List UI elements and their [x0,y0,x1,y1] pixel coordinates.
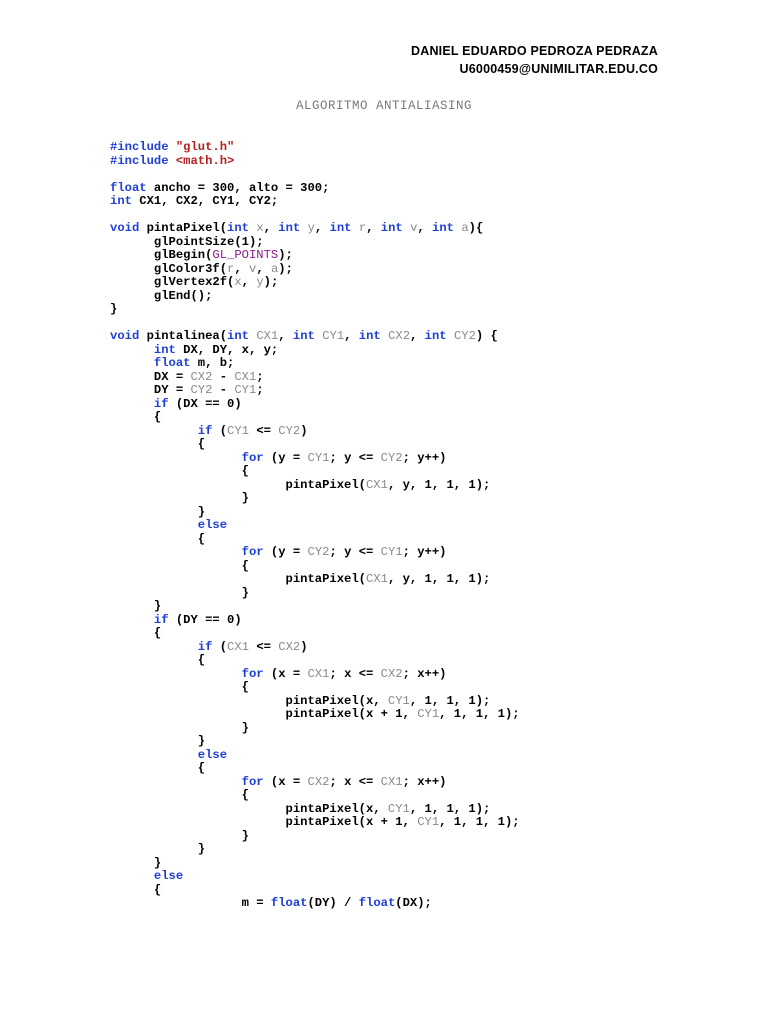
code-keyword: int [424,329,447,343]
code-text: { [110,558,249,573]
code-keyword: int [153,342,176,357]
code-keyword: if [197,639,213,654]
code-line [110,425,520,439]
code-text: { [110,531,206,546]
code-line [110,384,520,398]
code-parameter: CY1 [387,801,410,816]
code-text: , 1, 1, 1); [439,815,520,829]
code-parameter: CY1 [234,383,257,397]
code-keyword: float [270,896,308,910]
code-parameter: CY2 [278,423,301,438]
code-parameter: CY1 [307,450,330,465]
code-text: CX1, CX2, CY1, CY2; [131,194,279,208]
code-parameter: CY2 [380,450,403,465]
code-text: , [241,275,257,289]
author-email: U6000459@UNIMILITAR.EDU.CO [459,62,658,76]
code-text [447,329,454,343]
code-text: } [110,585,249,600]
code-text: } [110,504,206,519]
code-parameter: v [410,221,418,235]
code-line [110,857,520,871]
code-text: ; y <= [329,545,381,559]
code-parameter: CY1 [227,423,249,438]
code-keyword: #include [110,153,169,168]
code-parameter: y [307,221,315,235]
code-line [110,722,520,736]
code-parameter: CX1 [234,369,257,384]
code-line [110,776,520,790]
code-text: ) [300,639,308,654]
code-text: (y = [263,545,308,559]
code-text: } [110,734,206,748]
code-text: pintaPixel(x, [110,693,388,708]
code-text [351,221,358,235]
code-text: ; y <= [329,450,381,465]
code-line [110,884,520,898]
code-line [110,614,520,628]
code-text: } [110,828,249,843]
code-text [110,518,198,532]
code-line [110,492,520,506]
code-line [110,209,520,223]
code-text: pintaPixel(x, [110,801,388,816]
code-parameter: CX1 [227,639,249,654]
code-parameter: CX2 [190,369,213,384]
code-parameter: CX1 [365,572,388,586]
code-text: , y, 1, 1, 1); [387,477,491,492]
code-text: ); [278,261,293,276]
code-line [110,398,520,412]
code-line [110,465,520,479]
code-keyword: for [241,450,264,465]
code-keyword: int [432,221,454,235]
code-text: { [110,464,249,478]
code-text: , 1, 1, 1); [439,707,520,721]
code-text [110,667,242,681]
code-text [169,154,176,168]
code-line [110,519,520,533]
code-line [110,344,520,358]
code-parameter: CX1 [365,477,388,492]
code-text: - [212,383,235,397]
code-parameter: CY1 [387,693,410,708]
code-text: { [110,788,249,802]
code-text: { [110,680,249,694]
code-line [110,222,520,236]
code-text [110,397,154,411]
code-text: ) [300,423,308,438]
code-text: <= [249,639,279,654]
code-text: pintaPixel(x + 1, [110,707,418,721]
code-keyword: for [241,666,264,681]
code-text [110,343,154,357]
code-parameter: CX1 [380,774,403,789]
code-keyword: int [358,329,381,343]
code-keyword: #include [110,140,169,154]
code-line [110,411,520,425]
code-text: pintaPixel( [110,477,366,492]
code-text: glBegin( [110,248,213,262]
code-line [110,870,520,884]
code-text [110,424,198,438]
code-text: (DY == 0) [168,612,242,627]
code-text: glVertex2f( [110,275,235,289]
code-text: ); [278,248,293,262]
code-text: pintaPixel( [139,221,228,235]
code-line [110,195,520,209]
code-text [110,869,154,883]
code-text: pintalinea( [139,329,228,343]
code-line [110,789,520,803]
code-text: ); [263,275,279,289]
code-parameter: CY1 [380,545,403,559]
code-text: ; y++) [402,450,447,465]
code-text [110,451,242,465]
code-text: ) { [475,329,498,343]
code-text [169,140,176,154]
author-name: DANIEL EDUARDO PEDROZA PEDRAZA [411,44,658,58]
code-text [403,221,410,235]
code-text: , [256,261,271,276]
code-text: } [110,720,249,735]
code-text: pintaPixel(x + 1, [110,815,418,829]
code-parameter: x [234,275,242,289]
code-string: <math.h> [175,153,235,168]
code-line [110,573,520,587]
code-text: } [110,599,162,613]
code-text: , [366,221,381,235]
code-text: (DX); [395,896,432,910]
code-keyword: if [153,396,169,411]
code-line [110,830,520,844]
code-text [381,329,388,343]
code-text: , y, 1, 1, 1); [387,572,491,586]
code-parameter: a [270,261,279,276]
code-parameter: v [249,261,257,276]
code-parameter: CX2 [380,666,403,681]
code-text: - [212,369,235,384]
code-line [110,236,520,250]
code-line [110,668,520,682]
code-parameter: CY2 [307,545,330,559]
code-text: ; y++) [402,545,447,559]
code-text: DY = [110,383,191,397]
code-text: ; x <= [329,774,381,789]
code-text: } [110,491,249,505]
code-keyword: int [380,221,403,235]
code-keyword: int [329,221,352,235]
code-text: ( [212,639,228,654]
code-line [110,276,520,290]
code-keyword: float [358,896,396,910]
code-line [110,749,520,763]
code-string: "glut.h" [175,140,235,154]
code-text: } [110,855,162,870]
code-parameter: CY1 [322,329,345,343]
code-line [110,533,520,547]
code-text: , [263,221,279,235]
code-text: (DX == 0) [168,396,242,411]
code-line [110,681,520,695]
code-text: , [417,221,433,235]
code-parameter: CX1 [256,329,279,343]
code-text: ; [256,383,264,397]
code-text: ; x++) [402,774,447,789]
code-line [110,735,520,749]
code-line [110,843,520,857]
code-text: ; [256,369,264,384]
code-line [110,897,520,911]
code-parameter: CX2 [278,639,301,654]
code-line [110,627,520,641]
code-line [110,141,520,155]
code-text: (y = [263,450,308,465]
code-text [110,640,198,654]
code-line [110,263,520,277]
code-text: , [344,329,359,343]
code-keyword: void [110,329,140,343]
code-parameter: CY1 [417,707,440,721]
code-keyword: float [110,180,147,195]
code-parameter: y [256,275,264,289]
code-keyword: if [197,423,213,438]
code-text: ){ [468,221,484,235]
code-parameter: CX2 [307,774,330,789]
code-text: ( [212,423,228,438]
code-line [110,708,520,722]
code-text: , [234,261,249,276]
code-text: glPointSize(1); [110,234,264,249]
code-text: , [410,329,425,343]
code-text [110,356,154,370]
code-text: m = [110,896,271,910]
code-listing [110,141,520,911]
code-text: } [110,302,118,316]
code-text: (DY) / [307,896,359,910]
code-keyword: int [110,194,132,208]
code-text: DX, DY, x, y; [175,342,279,357]
code-text: , [314,221,330,235]
code-line [110,371,520,385]
code-parameter: a [461,221,469,235]
code-parameter: CY2 [453,329,476,343]
code-text: { [110,653,206,667]
code-line [110,803,520,817]
code-text [300,221,307,235]
code-keyword: void [110,221,140,235]
code-text: { [110,882,162,897]
code-text: { [110,626,162,640]
code-line [110,654,520,668]
code-keyword: else [197,518,228,532]
code-line [110,317,520,331]
code-keyword: int [227,221,249,235]
code-line [110,155,520,169]
code-parameter: CY1 [417,815,440,829]
document-title: ALGORITMO ANTIALIASING [295,99,473,113]
code-parameter: r [227,261,235,276]
code-text: { [110,761,206,775]
code-text: , [278,329,293,343]
code-text: glColor3f( [110,261,228,276]
code-text: { [110,437,206,451]
code-text: m, b; [190,356,235,370]
code-parameter: r [358,221,367,235]
code-keyword: int [278,221,301,235]
code-keyword: int [227,329,249,343]
code-line [110,290,520,304]
code-line [110,587,520,601]
code-text: ; x <= [329,666,381,681]
code-text: (x = [263,666,308,681]
code-text [110,748,198,762]
code-line [110,438,520,452]
code-line [110,762,520,776]
code-text: ancho = 300, alto = 300; [146,180,330,195]
code-keyword: for [241,774,264,789]
code-text: DX = [110,369,191,384]
code-keyword: else [153,869,184,883]
code-text: pintaPixel( [110,572,366,586]
code-text: glEnd(); [110,288,213,303]
code-keyword: if [153,612,169,627]
code-line [110,249,520,263]
code-text: , 1, 1, 1); [409,801,491,816]
code-text: { [110,410,162,424]
code-parameter: CY2 [190,383,213,397]
code-line [110,506,520,520]
code-keyword: float [153,356,191,370]
document-header [411,42,658,78]
code-parameter: CX1 [307,666,330,681]
code-line [110,479,520,493]
code-line [110,600,520,614]
code-line [110,641,520,655]
code-line [110,695,520,709]
code-keyword: int [292,329,315,343]
code-text [110,613,154,627]
code-line [110,816,520,830]
code-line [110,168,520,182]
code-parameter: x [256,221,264,235]
code-text: (x = [263,774,308,789]
code-text [110,545,242,559]
code-keyword: else [197,747,228,762]
code-line [110,330,520,344]
code-text [110,775,242,789]
code-parameter: CX2 [388,329,411,343]
code-line [110,452,520,466]
code-line [110,357,520,371]
code-text: ; x++) [402,666,447,681]
code-line [110,182,520,196]
code-line [110,546,520,560]
code-macro: GL_POINTS [212,248,279,262]
code-keyword: for [241,545,264,559]
code-text: <= [249,423,279,438]
code-line [110,560,520,574]
code-text: , 1, 1, 1); [409,693,491,708]
code-line [110,303,520,317]
code-text: } [110,842,206,856]
